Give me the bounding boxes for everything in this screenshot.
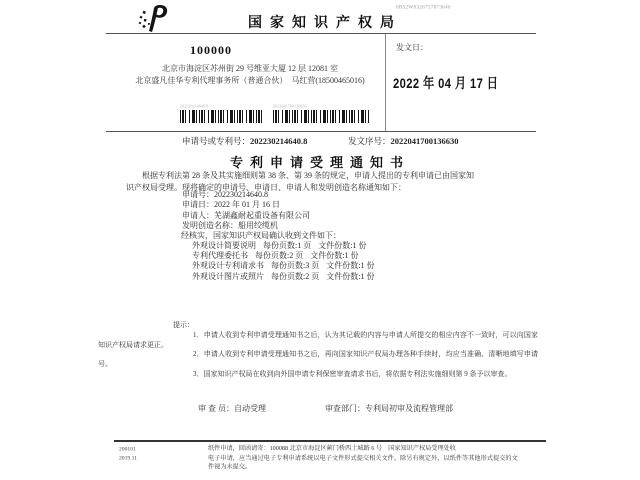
field-value: 2022 年 01 月 16 日 xyxy=(214,200,280,210)
field-applicant xyxy=(182,211,310,221)
field-value: 芜湖鑫耐起重设备有限公司 xyxy=(214,210,310,220)
application-number-label: 申请号或专利号： xyxy=(182,136,251,146)
department-label: 审查部门： xyxy=(325,404,365,413)
table-divider xyxy=(385,34,386,131)
addressee-dispatch-table xyxy=(106,33,536,132)
cnipa-logo-icon xyxy=(137,4,173,34)
form-code: 200101 xyxy=(119,445,136,453)
field-label: 申请号： xyxy=(182,190,214,199)
dispatch-number-value: 2022041700136630 xyxy=(390,136,459,146)
dispatch-date-label: 发文日： xyxy=(396,43,428,52)
document-serial-code: 6B52W8326757873646 xyxy=(396,4,451,10)
application-number-value: 202230214640.8 xyxy=(250,136,308,146)
form-revision-date: 2019.11 xyxy=(119,454,137,461)
footer-rule xyxy=(114,440,546,442)
note-item-1: 1．申请人收到专利申请受理通知书之后，认为其记载的内容与申请人所提交的相应内容不一致时，可以向国家知识产权局请求更正。 xyxy=(98,330,538,349)
footer-line-electronic: 电子申请，应当通过电子专利申请系统以电子文件形式提交相关文件。除另有规定外，以纸件等其他形式提交的文件视为未提交。 xyxy=(208,454,518,471)
field-value: 202230214640.8 xyxy=(214,190,268,199)
file-pages: 每份页数:2 页 xyxy=(255,251,304,261)
note-item-2: 2．申请人收到专利申请受理通知书之后，再向国家知识产权局办理各种手续时，均应当准确、清晰地填写申请号。 xyxy=(98,350,538,369)
examiner-value: 自动受理 xyxy=(234,404,266,413)
notes-section xyxy=(98,321,538,380)
dispatch-number-row xyxy=(348,135,459,147)
field-application-number xyxy=(182,190,310,200)
application-number-row xyxy=(182,135,307,147)
agency-name: 国家知识产权局 xyxy=(248,16,402,31)
field-label: 申请人： xyxy=(182,210,214,220)
file-copies: 文件份数:1 份 xyxy=(310,251,359,261)
file-pages: 每份页数:1 页 xyxy=(263,241,312,250)
barcode-left-stripes xyxy=(180,110,264,123)
file-pages: 每份页数:3 页 xyxy=(271,261,320,271)
recipient-address-line1: 北京市海淀区苏州街 29 号维亚大厦 12 层 12081 室 xyxy=(162,64,338,73)
file-copies: 文件份数:1 份 xyxy=(318,241,367,250)
file-copies: 文件份数:1 份 xyxy=(326,261,375,271)
examiner-label: 审 查 员： xyxy=(198,404,234,413)
barcode-dispatch-number xyxy=(273,104,369,123)
note-item-3: 3．国家知识产权局在收到向外国申请专利保密审查请求书后，将依据专利法实施细则第 9 条予以审查。 xyxy=(193,369,512,378)
barcode-number-left: 202230214640.8 xyxy=(180,104,209,109)
file-copies: 文件份数:1 份 xyxy=(326,271,375,281)
received-files-list xyxy=(192,241,374,282)
intro-paragraph: 根据专利法第 28 条及其实施细则第 38 条、第 39 条的规定，申请人提出的专利申请已由国家知识产权局受理。现将确定的申请号、申请日、申请人和发明创造名称通知如下： xyxy=(126,171,474,192)
notes-label: 提示： xyxy=(173,321,194,329)
barcode-right-stripes xyxy=(273,110,369,123)
received-file-row xyxy=(192,251,374,261)
department-value: 专利局初审及流程管理部 xyxy=(365,404,453,413)
file-name: 外观设计简要说明 xyxy=(192,241,256,250)
examiner-row xyxy=(198,403,266,414)
field-label: 发明创造名称： xyxy=(182,220,238,230)
barcode-application-number xyxy=(180,104,264,123)
barcode-number-right: 2022041700136630 xyxy=(273,104,307,109)
dispatch-number-label: 发文序号： xyxy=(348,136,391,146)
field-label: 申请日： xyxy=(182,200,214,210)
file-pages: 每份页数:2 页 xyxy=(271,271,320,281)
footer-line-paper: 纸件申请，回函请寄：100088 北京市海淀区蓟门桥西土城路 6 号 国家知识产权局受理处收 xyxy=(208,444,456,452)
file-name: 专利代理委托书 xyxy=(192,251,248,261)
footer-instructions xyxy=(208,444,518,472)
file-name: 外观设计专利请求书 xyxy=(192,261,264,271)
dispatch-date-value: 2022 年 04 月 17 日 xyxy=(393,75,499,91)
received-file-row xyxy=(192,261,374,271)
received-files-intro: 经核实，国家知识产权局确认收到文件如下： xyxy=(181,231,341,240)
form-codes xyxy=(119,445,137,462)
application-fields xyxy=(182,190,310,231)
received-file-row xyxy=(192,272,374,282)
document-title: 专利申请受理通知书 xyxy=(229,155,410,170)
recipient-address-line2: 北京盛凡佳华专利代理事务所（普通合伙） 马红营(18500465016) xyxy=(135,76,365,86)
received-file-row xyxy=(192,241,374,251)
department-row xyxy=(325,403,453,414)
recipient-address xyxy=(122,63,378,88)
recipient-postcode: 100000 xyxy=(190,43,232,57)
file-name: 外观设计图片或照片 xyxy=(192,271,264,281)
field-value: 船用绞缆机 xyxy=(238,220,278,230)
field-application-date xyxy=(182,200,310,210)
